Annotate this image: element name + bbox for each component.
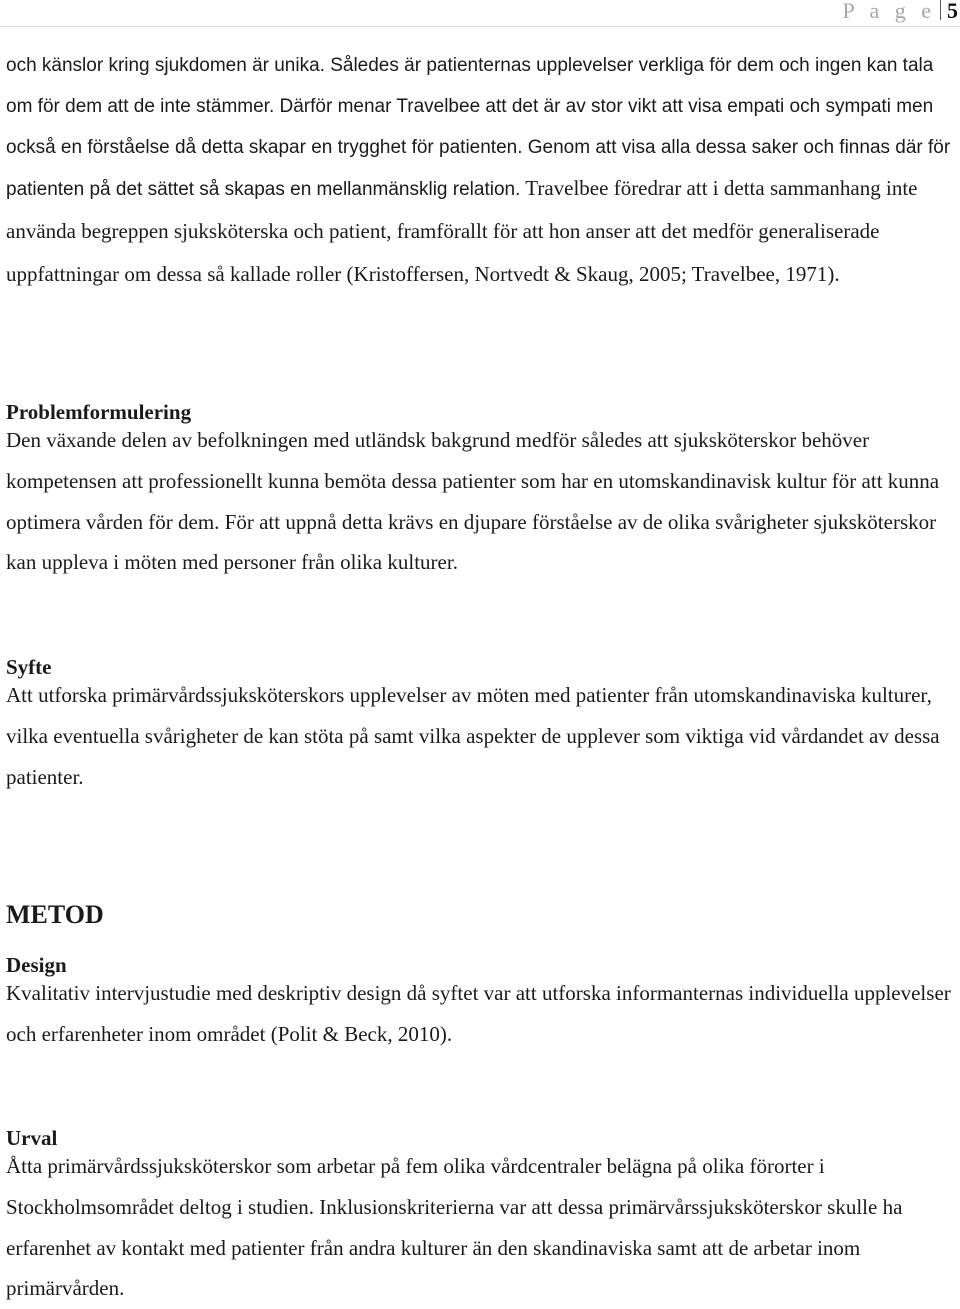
urval-body: Åtta primärvårdssjuksköterskor som arbetar på fem olika vårdcentraler belägna på olika förorter i Stockholmsområdet deltog i studien. Inklusionskriterierna var att dessa primärvårssjuksköterskor skulle ha erfarenhet av kontakt med patienter från andra kulturer än den skandinaviska samt att de arbetar inom primärvården. <box>6 1154 903 1301</box>
problem-body: Den växande delen av befolkningen med utländsk bakgrund medför således att sjuksköterskor behöver kompetensen att professionellt kunna bemöta dessa patienter som har en utomskandinavisk kultur för att kunna optimera vården för dem. För att uppnå detta krävs en djupare förståelse av de olika svårigheter sjuksköterskor kan uppleva i möten med personer från olika kulturer. <box>6 428 940 575</box>
page-number: 5 <box>947 0 958 23</box>
page-label: P a g e <box>842 0 936 23</box>
syfte-heading: Syfte <box>6 655 52 679</box>
design-section <box>6 952 956 1055</box>
syfte-body: Att utforska primärvårdssjuksköterskors upplevelser av möten med patienter från utomskandinaviska kulturer, vilka eventuella svårigheter de kan stöta på samt vilka aspekter de upplever som viktiga vid vårdandet av dessa patienter. <box>6 683 940 789</box>
problem-section <box>6 399 956 583</box>
intro-paragraph <box>6 46 956 297</box>
intro-serif-text: Travelbee föredrar att i detta sammanhang inte använda begreppen sjuksköterska och patient, framförallt för att hon anser att det medför generaliserade uppfattningar om dessa så kallade roller (Kristoffersen, Nortvedt & Skaug, 2005; Travelbee, 1971). <box>6 176 918 286</box>
design-heading: Design <box>6 953 67 977</box>
header-rule <box>0 26 960 27</box>
problem-heading: Problemformulering <box>6 400 192 424</box>
urval-heading: Urval <box>6 1126 58 1150</box>
urval-section <box>6 1125 956 1309</box>
page-header <box>843 0 958 24</box>
metod-section <box>6 900 956 930</box>
intro-sans-text: och känslor kring sjukdomen är unika. Således är patienternas upplevelser verkliga för dem och ingen kan tala om för dem att de inte stämmer. Därför menar Travelbee att det är av stor vikt att visa empati och sympati men också en förståelse då detta skapar en trygghet för patienten. Genom att visa alla dessa saker och finnas där för patienten på det sättet så skapas en mellanmänsklig relation. <box>6 55 951 201</box>
design-body: Kvalitativ intervjustudie med deskriptiv design då syftet var att utforska informanternas individuella upplevelser och erfarenheter inom området (Polit & Beck, 2010). <box>6 981 951 1046</box>
page-separator <box>940 0 941 20</box>
metod-heading: METOD <box>6 900 104 929</box>
syfte-section <box>6 654 956 797</box>
